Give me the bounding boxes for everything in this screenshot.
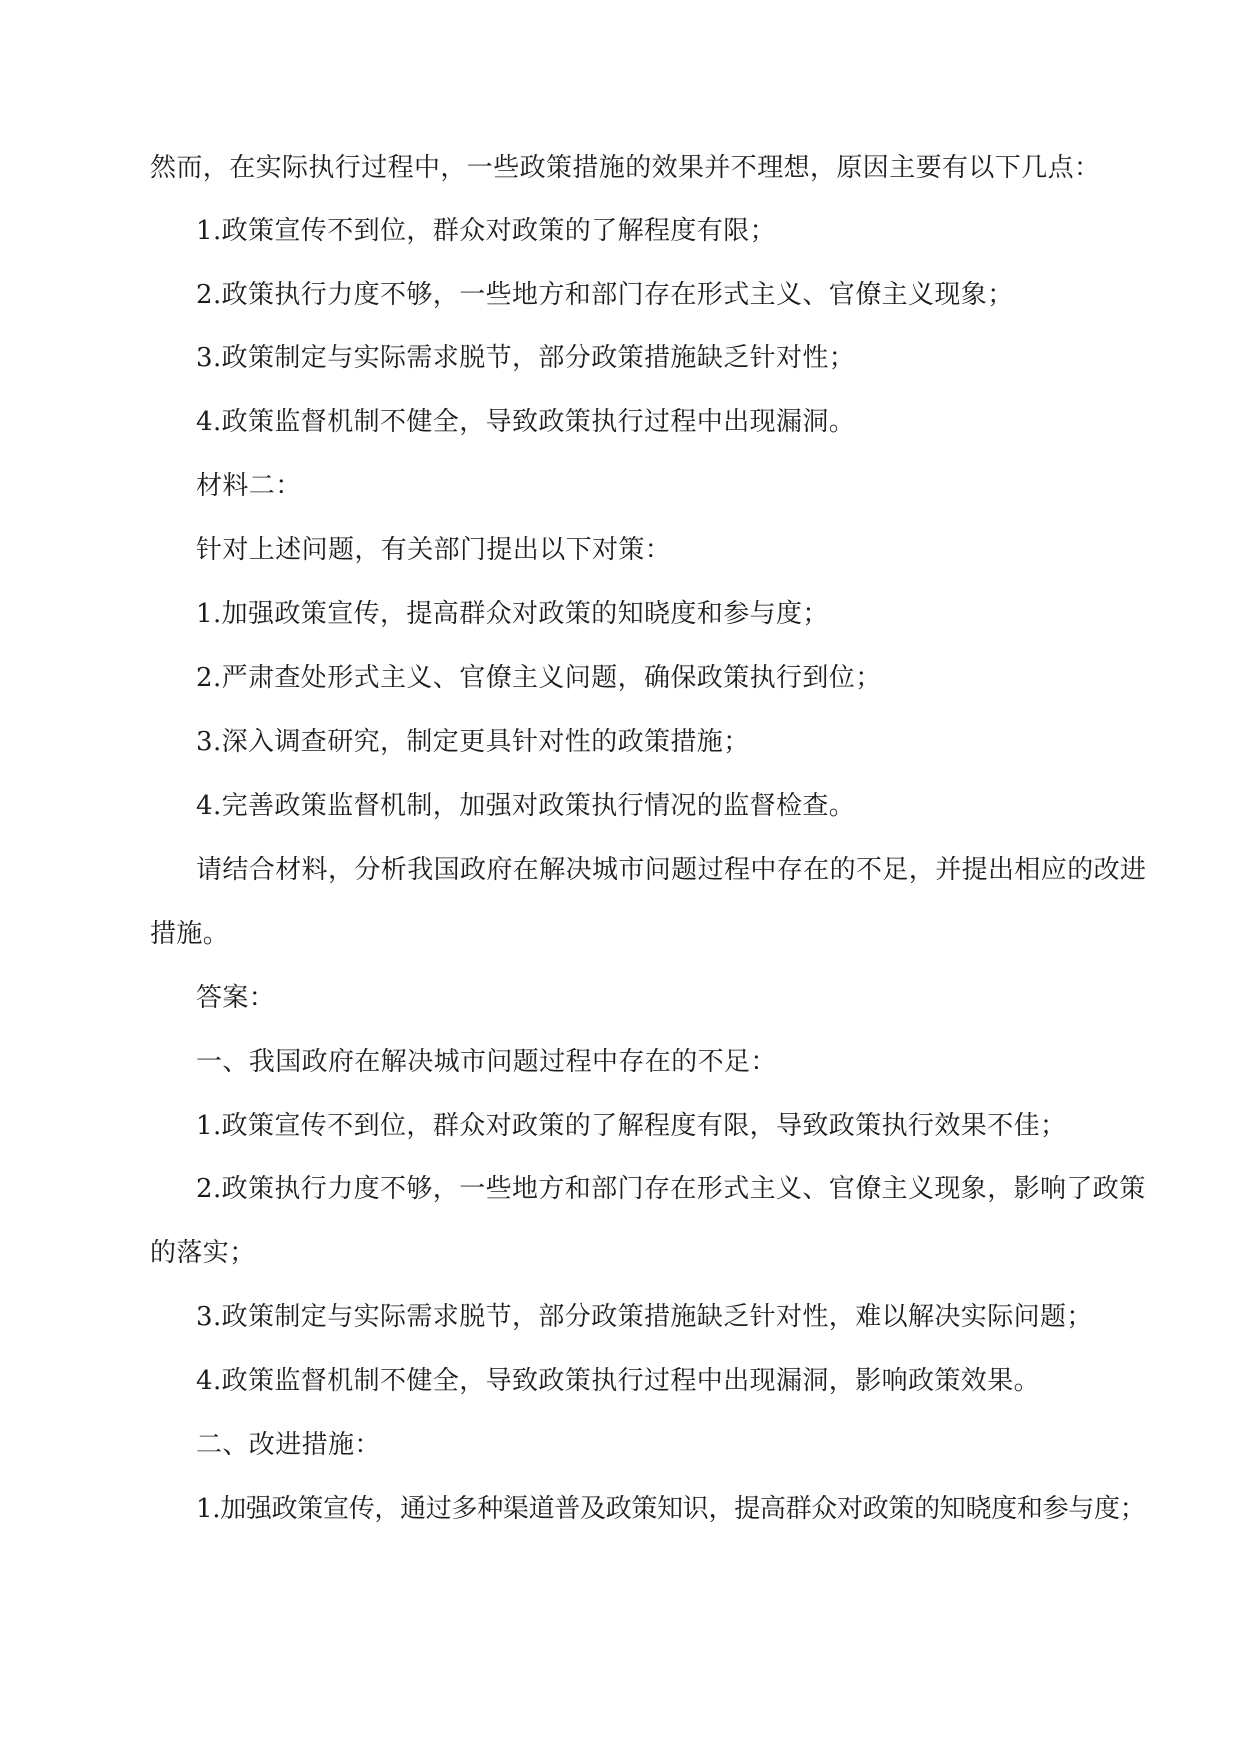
improvement-list-item-1: 1.加强政策宣传，通过多种渠道普及政策知识，提高群众对政策的知晓度和参与度；: [196, 1494, 1146, 1524]
list-item-reason-4: 4.政策监督机制不健全，导致政策执行过程中出现漏洞。: [196, 407, 856, 437]
answer-heading: 答案：: [196, 983, 276, 1013]
list-item-countermeasure-4: 4.完善政策监督机制，加强对政策执行情况的监督检查。: [196, 791, 856, 821]
question-prompt-line-2: 措施。: [150, 919, 230, 949]
list-item-countermeasure-2: 2.严肃查处形式主义、官僚主义问题，确保政策执行到位；: [196, 663, 882, 693]
question-prompt-line-1: 请结合材料，分析我国政府在解决城市问题过程中存在的不足，并提出相应的改进: [196, 855, 1147, 885]
list-item-countermeasure-3: 3.深入调查研究，制定更具针对性的政策措施；: [196, 727, 750, 757]
answer-list-item-1: 1.政策宣传不到位，群众对政策的了解程度有限，导致政策执行效果不佳；: [196, 1111, 1067, 1141]
answer-section-1-heading: 一、我国政府在解决城市问题过程中存在的不足：: [196, 1047, 777, 1077]
list-item-reason-1: 1.政策宣传不到位，群众对政策的了解程度有限；: [196, 216, 777, 246]
answer-list-item-4: 4.政策监督机制不健全，导致政策执行过程中出现漏洞，影响政策效果。: [196, 1366, 1041, 1396]
section-heading-material-2: 材料二：: [196, 471, 302, 501]
paragraph-countermeasures-intro: 针对上述问题，有关部门提出以下对策：: [196, 535, 672, 565]
answer-section-2-heading: 二、改进措施：: [196, 1430, 381, 1460]
answer-list-item-2-line-1: 2.政策执行力度不够，一些地方和部门存在形式主义、官僚主义现象，影响了政策: [196, 1174, 1146, 1204]
list-item-reason-3: 3.政策制定与实际需求脱节，部分政策措施缺乏针对性；: [196, 343, 856, 373]
list-item-countermeasure-1: 1.加强政策宣传，提高群众对政策的知晓度和参与度；: [196, 599, 829, 629]
paragraph-intro: 然而，在实际执行过程中，一些政策措施的效果并不理想，原因主要有以下几点：: [150, 153, 1101, 183]
list-item-reason-2: 2.政策执行力度不够，一些地方和部门存在形式主义、官僚主义现象；: [196, 280, 1014, 310]
answer-list-item-3: 3.政策制定与实际需求脱节，部分政策措施缺乏针对性，难以解决实际问题；: [196, 1302, 1093, 1332]
answer-list-item-2-line-2: 的落实；: [150, 1238, 256, 1268]
